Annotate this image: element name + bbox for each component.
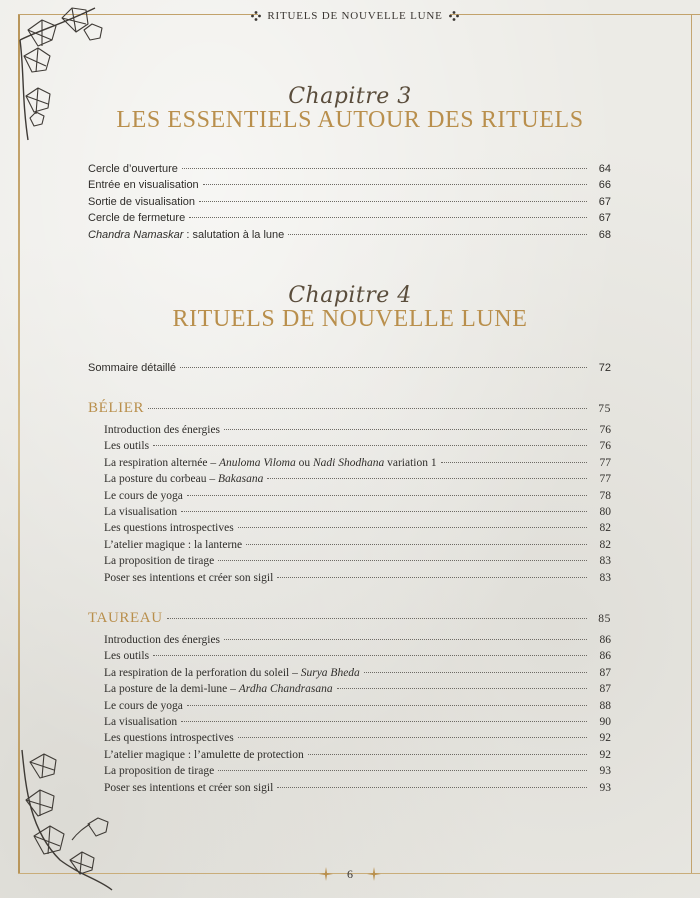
toc-entry-text: variation 1: [384, 456, 437, 469]
toc-entry-label: La proposition de tirage: [104, 765, 215, 778]
toc-entry-label: Le cours de yoga: [104, 699, 183, 712]
toc-page-number: 77: [599, 456, 611, 469]
sign-title: BÉLIER: [88, 400, 145, 416]
dot-leader: [181, 511, 587, 512]
toc-page-number: 83: [599, 555, 611, 568]
toc-page-number: 86: [599, 634, 611, 646]
toc-entry-text: La posture de la demi-lune –: [104, 683, 239, 696]
toc-subentry[interactable]: [88, 539, 611, 555]
dot-leader: [308, 754, 587, 755]
chapter-4-heading: [0, 283, 700, 333]
belier-section: [88, 400, 611, 588]
toc-page-number: 77: [599, 473, 611, 486]
toc-entry-text: La respiration alternée –: [104, 456, 219, 469]
toc-entry[interactable]: [88, 212, 611, 228]
toc-entry-label: Poser ses intentions et créer son sigil: [104, 571, 274, 584]
toc-page-number: 76: [599, 440, 611, 453]
toc-entry-italic: Nadi Shodhana: [312, 456, 385, 469]
running-head-title: RITUELS DE NOUVELLE LUNE: [267, 10, 443, 22]
toc-subentry[interactable]: [88, 667, 611, 683]
toc-entry-label: L’atelier magique : l’amulette de protection: [104, 748, 304, 761]
toc-page-number: 72: [598, 362, 611, 374]
toc-entry[interactable]: [88, 229, 611, 245]
dot-leader: [187, 495, 587, 496]
toc-entry[interactable]: [88, 196, 611, 212]
dot-leader: [246, 544, 587, 545]
frame-top-border-right: [450, 14, 700, 15]
toc-entry-label: Introduction des énergies: [104, 634, 221, 646]
toc-entry-label: La visualisation: [104, 715, 178, 728]
sign-title: TAUREAU: [88, 610, 163, 626]
toc-page-number: 93: [599, 765, 611, 778]
chapter-3-heading: [0, 84, 700, 134]
dot-leader: [224, 429, 587, 430]
toc-entry-label: [104, 457, 437, 469]
toc-page-number: 85: [598, 613, 611, 625]
toc-page-number: 80: [599, 505, 611, 518]
dot-leader: [277, 787, 587, 788]
toc-subentry[interactable]: [88, 732, 611, 748]
sign-heading-taureau[interactable]: [88, 610, 611, 634]
toc-page-number: 92: [599, 748, 611, 761]
toc-subentry[interactable]: [88, 572, 611, 588]
toc-entry-label: La visualisation: [104, 505, 178, 518]
toc-subentry[interactable]: [88, 490, 611, 506]
toc-entry-italic: Bakasana: [218, 473, 264, 486]
toc-entry-label: Les questions introspectives: [104, 732, 234, 745]
toc-page-number: 76: [599, 424, 611, 436]
dot-leader: [288, 234, 587, 235]
toc-subentry[interactable]: [88, 749, 611, 765]
dot-leader: [277, 577, 587, 578]
toc-subentry[interactable]: [88, 457, 611, 473]
toc-entry-label: Le cours de yoga: [104, 489, 183, 502]
toc-page-number: 82: [599, 538, 611, 551]
toc-subentry[interactable]: [88, 634, 611, 650]
toc-page-number: 75: [598, 403, 611, 415]
toc-page-number: 83: [599, 571, 611, 584]
chapter-3-script-label: Chapitre 3: [288, 84, 412, 109]
toc-entry-label: Sommaire détaillé: [88, 362, 177, 374]
chapter-3-toc: [88, 163, 611, 245]
toc-page-number: 68: [598, 228, 611, 241]
dot-leader: [441, 462, 587, 463]
taureau-section: [88, 610, 611, 798]
toc-entry-label: [88, 229, 284, 241]
toc-page-number: 92: [599, 732, 611, 745]
toc-page-number: 64: [598, 163, 611, 175]
dot-leader: [218, 560, 587, 561]
dot-leader: [238, 527, 587, 528]
toc-page-number: 87: [599, 666, 611, 679]
toc-entry-label-rest: : salutation à la lune: [183, 228, 285, 241]
toc-entry[interactable]: [88, 179, 611, 195]
dot-leader: [218, 770, 587, 771]
toc-subentry[interactable]: [88, 650, 611, 666]
toc-page-number: 67: [598, 195, 611, 208]
dot-leader: [199, 201, 587, 202]
toc-subentry[interactable]: [88, 716, 611, 732]
toc-page-number: 86: [599, 650, 611, 663]
toc-subentry[interactable]: [88, 424, 611, 440]
chapter-4-summary: [88, 362, 611, 378]
dot-leader: [203, 184, 587, 185]
toc-entry[interactable]: [88, 362, 611, 378]
toc-subentry[interactable]: [88, 765, 611, 781]
dot-leader: [167, 618, 587, 619]
sign-heading-belier[interactable]: [88, 400, 611, 424]
toc-entry-label: Les outils: [104, 650, 150, 663]
toc-subentry[interactable]: [88, 473, 611, 489]
chapter-4-title: RITUELS DE NOUVELLE LUNE: [172, 306, 528, 332]
chapter-4-script-label: Chapitre 4: [288, 283, 412, 308]
toc-entry-label: La proposition de tirage: [104, 555, 215, 568]
dot-leader: [224, 639, 587, 640]
toc-page-number: 67: [598, 212, 611, 225]
toc-subentry[interactable]: [88, 555, 611, 571]
ivy-leaves-top-icon: [0, 0, 110, 160]
toc-page-number: 66: [598, 179, 611, 192]
dot-leader: [153, 655, 587, 656]
dot-leader: [148, 408, 587, 409]
toc-page-number: 90: [599, 715, 611, 728]
toc-entry-label: [104, 683, 333, 695]
toc-entry-text: La respiration de la perforation du soleil –: [104, 666, 301, 679]
toc-page-number: 88: [599, 699, 611, 712]
toc-entry-italic: Anuloma Viloma: [218, 456, 296, 469]
dot-leader: [267, 478, 587, 479]
dot-leader: [189, 217, 587, 218]
toc-entry-text: ou: [295, 456, 313, 469]
toc-entry-italic: Chandra Namaskar: [88, 228, 184, 241]
toc-entry-label: Poser ses intentions et créer son sigil: [104, 781, 274, 794]
toc-entry-italic: Surya Bheda: [300, 666, 360, 679]
page-number: 6: [347, 866, 353, 881]
frame-right-border: [691, 14, 692, 874]
toc-subentry[interactable]: [88, 683, 611, 699]
toc-entry-label: Les questions introspectives: [104, 522, 234, 535]
toc-entry-label: Entrée en visualisation: [88, 179, 199, 192]
toc-subentry[interactable]: [88, 522, 611, 538]
toc-subentry[interactable]: [88, 700, 611, 716]
toc-subentry[interactable]: [88, 506, 611, 522]
toc-entry-label: Sortie de visualisation: [88, 195, 196, 208]
dot-leader: [187, 705, 587, 706]
dot-leader: [337, 688, 587, 689]
dot-leader: [182, 168, 587, 169]
dot-leader: [180, 367, 587, 368]
page-footer: [300, 862, 400, 886]
toc-page-number: 78: [599, 489, 611, 502]
dot-leader: [238, 737, 587, 738]
dot-leader: [153, 445, 587, 446]
toc-entry-label: Cercle de fermeture: [88, 212, 186, 225]
toc-entry-label: Les outils: [104, 440, 150, 453]
toc-page-number: 87: [599, 683, 611, 696]
toc-subentry[interactable]: [88, 782, 611, 798]
toc-entry-label: Cercle d’ouverture: [88, 163, 178, 175]
diamond-ornament-icon: [449, 11, 459, 21]
toc-page-number: 82: [599, 522, 611, 535]
chapter-3-title: LES ESSENTIELS AUTOUR DES RITUELS: [116, 107, 584, 133]
toc-entry-label: [104, 473, 263, 485]
toc-entry-label: [104, 667, 360, 679]
toc-entry-italic: Ardha Chandrasana: [238, 683, 333, 696]
dot-leader: [364, 672, 587, 673]
toc-subentry[interactable]: [88, 440, 611, 456]
dot-leader: [181, 721, 587, 722]
running-head: [250, 8, 460, 24]
toc-page-number: 93: [599, 781, 611, 794]
star-ornament-icon: [319, 867, 333, 881]
toc-entry[interactable]: [88, 163, 611, 179]
toc-entry-label: Introduction des énergies: [104, 424, 221, 436]
star-ornament-icon: [367, 867, 381, 881]
toc-entry-label: L’atelier magique : la lanterne: [104, 538, 243, 551]
diamond-ornament-icon: [251, 11, 261, 21]
toc-entry-text: La posture du corbeau –: [104, 473, 219, 486]
